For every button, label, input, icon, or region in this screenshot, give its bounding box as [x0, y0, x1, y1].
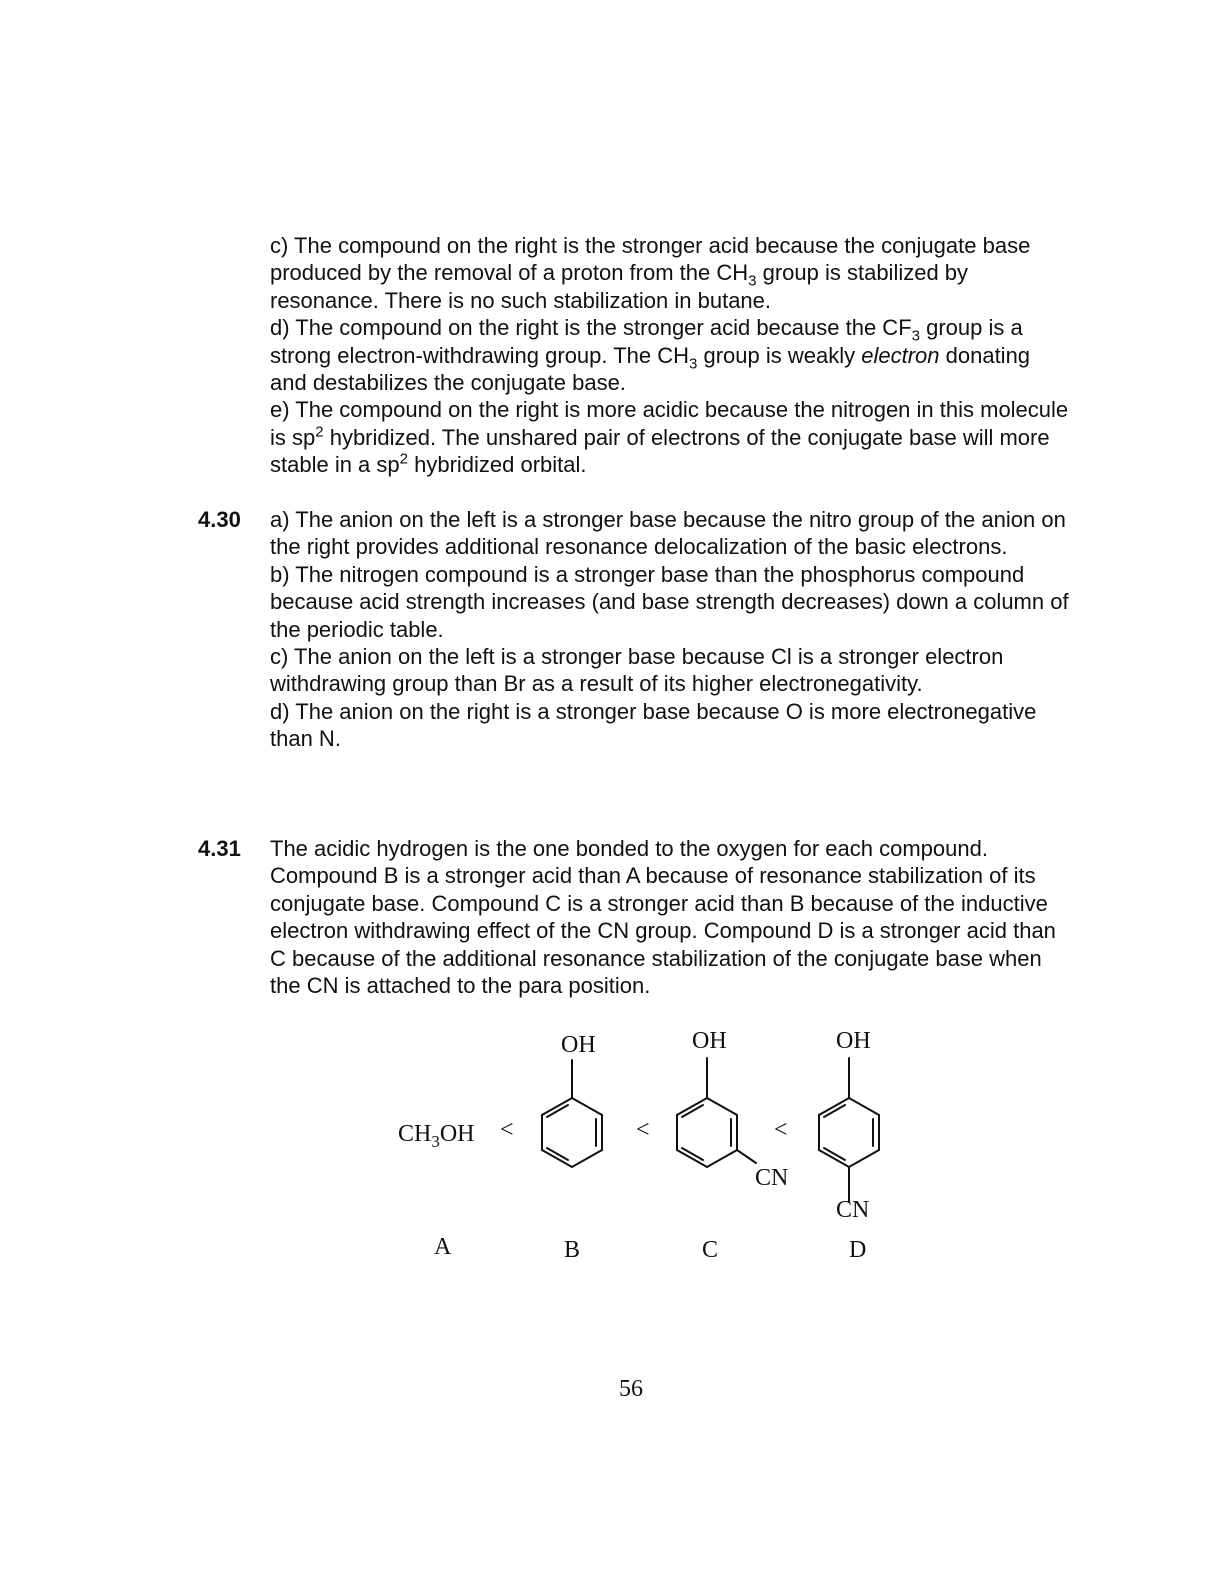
compound-label-d: D	[849, 1237, 867, 1263]
problem-number-4-30: 4.30	[198, 507, 241, 532]
compound-label-a: A	[434, 1234, 452, 1260]
methanol-formula: $CH_3OH$	[398, 1121, 475, 1151]
para-cyanophenol-ring	[819, 1058, 879, 1202]
answer-4-30-c: c) The anion on the left is a stronger base because Cl is a stronger electron withdrawing group than Br as a result of its higher electronegativity.	[270, 644, 1004, 697]
cn-label-d: CN	[836, 1197, 870, 1223]
phenol-ring	[542, 1060, 602, 1167]
compound-label-c: C	[702, 1237, 719, 1263]
answer-4-30-a: a) The anion on the left is a stronger base because the nitro group of the anion on the right provides additional resonance delocalization of the basic electrons.	[270, 507, 1066, 560]
oh-label-c: OH	[692, 1028, 727, 1054]
answer-d: d) The compound on the right is the stronger acid because the $CF_3$ group is a strong electron-withdrawing group. The $CH_3$ group is weakly electron donating and destabilizes the conjugate base.	[270, 315, 1031, 396]
answer-4-30-d: d) The anion on the right is a stronger base because O is more electronegative than N.	[270, 698, 1037, 752]
meta-cyanophenol-ring	[677, 1058, 756, 1167]
less-than-3: <	[774, 1117, 788, 1143]
answer-4-31: The acidic hydrogen is the one bonded to the oxygen for each compound. Compound B is a stronger acid than A because of resonance stabilization of its conjugate base. Compound C is a stronger acid than B because of the inductive electron withdrawing effect of the CN group. Compound D is a stronger acid than C because of the additional resonance stabilization of the conjugate base when the CN is attached to the para position.	[270, 836, 1056, 999]
page-number: 56	[619, 1376, 643, 1402]
cn-label-c: CN	[755, 1165, 789, 1191]
answer-e: e) The compound on the right is more acidic because the nitrogen in this molecule is $sp^2$ hybridized. The unshared pair of electrons of the conjugate base will more stable in a $sp^2$ hybridized orbital.	[270, 397, 1069, 478]
answer-4-30-b: b) The nitrogen compound is a stronger base than the phosphorus compound because acid strength increases (and base strength decreases) down a column of the periodic table.	[270, 561, 1069, 642]
problem-number-4-31: 4.31	[198, 836, 241, 861]
oh-label-d: OH	[836, 1028, 871, 1054]
less-than-1: <	[500, 1117, 514, 1143]
oh-label-b: OH	[561, 1032, 596, 1058]
answer-c: c) The compound on the right is the stronger acid because the conjugate base produced by the removal of a proton from the $CH_3$ group is stabilized by resonance. There is no such stabilization in butane.	[270, 233, 1031, 313]
compound-label-b: B	[564, 1237, 581, 1263]
less-than-2: <	[636, 1117, 650, 1143]
